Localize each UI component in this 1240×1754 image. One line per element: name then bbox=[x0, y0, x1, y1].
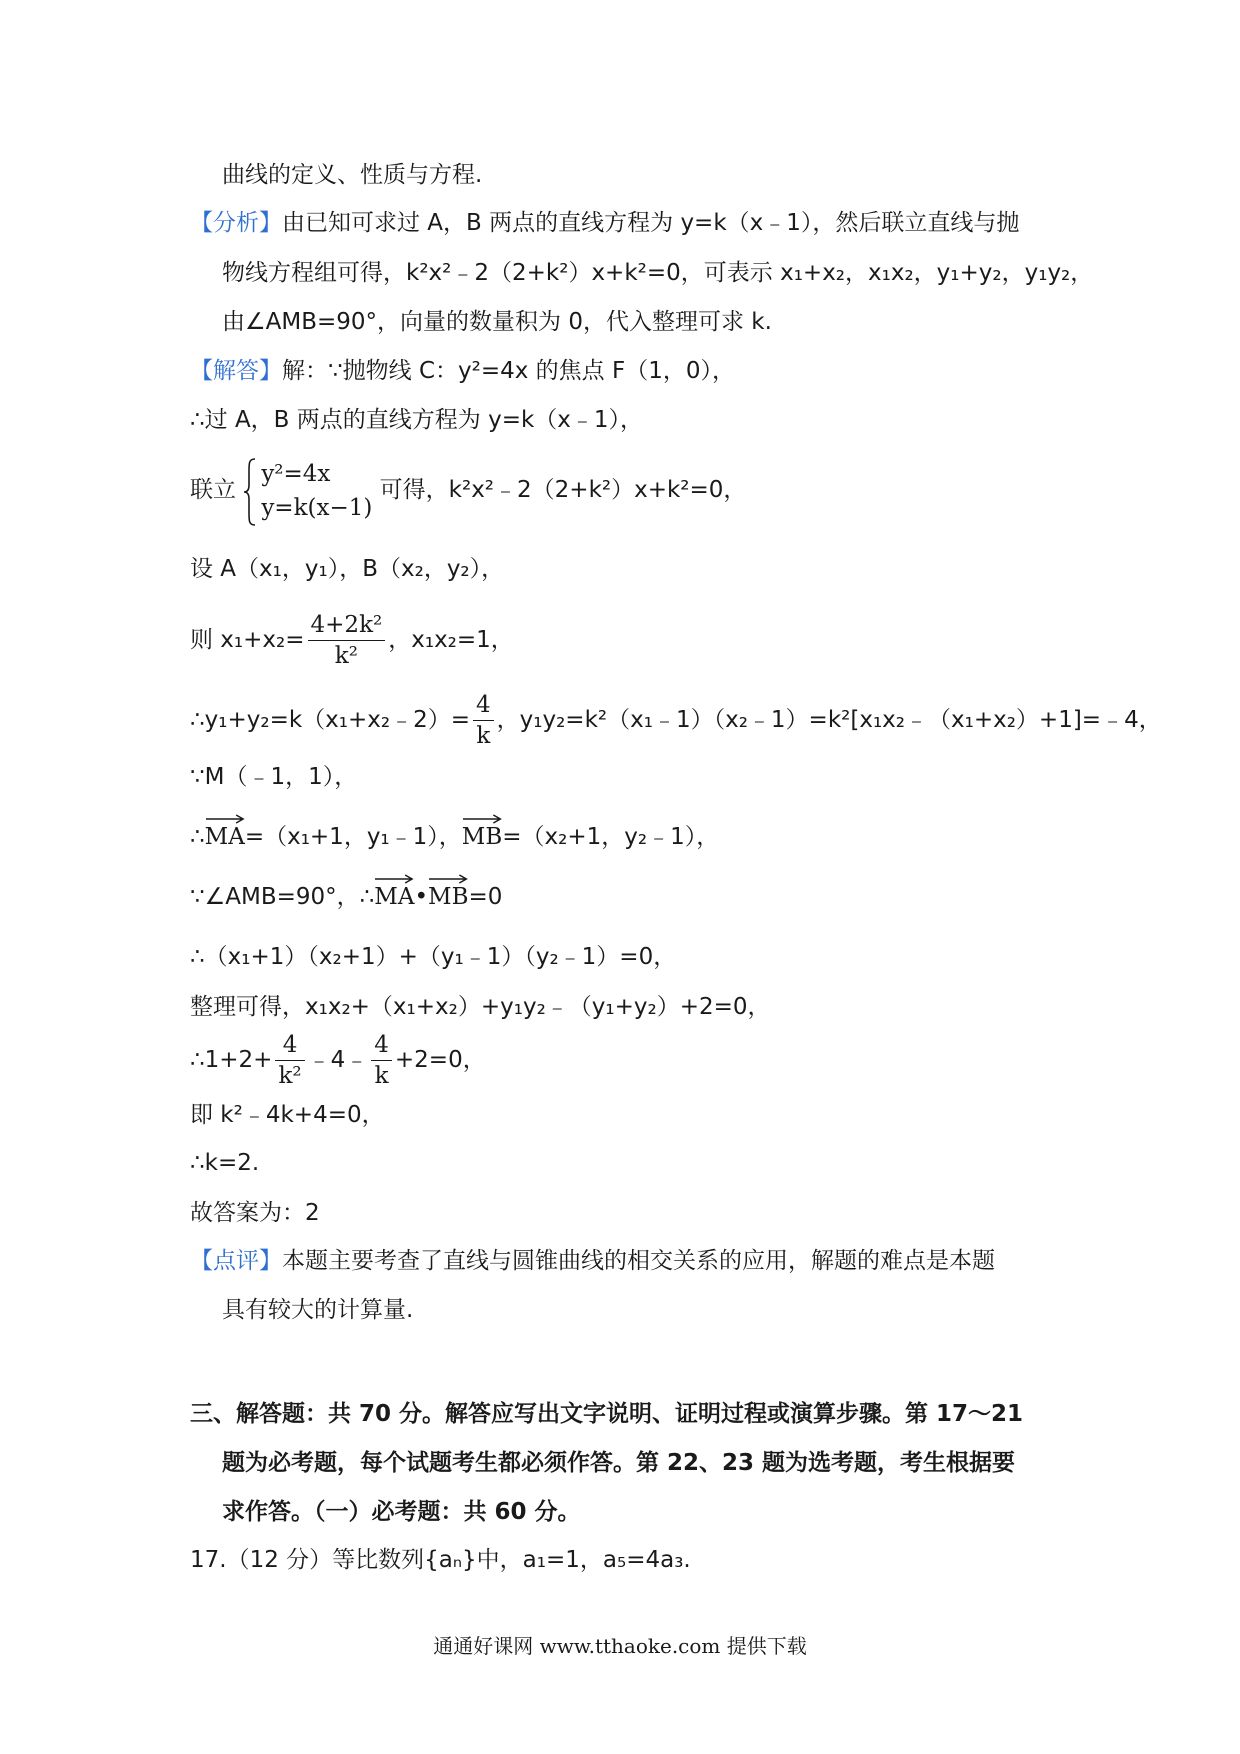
line12-suffix: +2=0， bbox=[394, 1047, 486, 1073]
vector-ma bbox=[374, 880, 414, 914]
comment-text-1: 本题主要考查了直线与圆锥曲线的相交关系的应用，解题的难点是本题 bbox=[282, 1248, 995, 1274]
fraction-1-numerator: 4 bbox=[275, 1032, 304, 1061]
solution-line-5 bbox=[190, 610, 514, 670]
analysis-line-2: 物线方程组可得，k²x²﹣2（2+k²）x+k²=0，可表示 x₁+x₂，x₁x₂，y₁+y₂，y₁y₂， bbox=[222, 260, 1094, 286]
line6-suffix: ，y₁y₂=k²（x₁﹣1）（x₂﹣1）=k²[x₁x₂﹣（x₁+x₂）+1]=﹣4， bbox=[496, 707, 1162, 733]
page-footer: 通通好课网 www.tthaoke.com 提供下载 bbox=[433, 1634, 807, 1658]
vector-mb bbox=[462, 820, 502, 854]
fraction-y-sum-denominator: k bbox=[476, 723, 491, 749]
solution-line-14: ∴k=2. bbox=[190, 1150, 260, 1176]
solution-line-15: 故答案为：2 bbox=[190, 1200, 320, 1226]
equation-system bbox=[243, 457, 372, 525]
fraction-1-denominator: k² bbox=[278, 1063, 302, 1089]
solution-line-1 bbox=[190, 354, 735, 388]
vector-arrow-icon bbox=[205, 814, 245, 824]
line5-prefix: 则 x₁+x₂= bbox=[190, 627, 305, 653]
line8-prefix: ∴ bbox=[190, 824, 205, 850]
solution-line-10: ∴（x₁+1）（x₂+1）+（y₁﹣1）（y₂﹣1）=0， bbox=[190, 944, 677, 970]
solution-line-8 bbox=[190, 820, 719, 854]
system-row-2: y=k(x−1) bbox=[261, 494, 373, 521]
system-prefix: 联立 bbox=[190, 477, 236, 503]
solution-line-9 bbox=[190, 880, 502, 914]
fraction-four-over-k bbox=[371, 1032, 392, 1089]
question-17: 17.（12 分）等比数列{aₙ}中，a₁=1，a₅=4a₃. bbox=[190, 1547, 691, 1573]
vector-ma-label: MA bbox=[374, 884, 415, 910]
dot-product-symbol: • bbox=[414, 884, 429, 910]
line12-prefix: ∴1+2+ bbox=[190, 1047, 273, 1073]
line6-prefix: ∴y₁+y₂=k（x₁+x₂﹣2）= bbox=[190, 707, 470, 733]
line9-suffix: =0 bbox=[468, 884, 503, 910]
section-3-heading-line-1: 三、解答题：共 70 分。解答应写出文字说明、证明过程或演算步骤。第 17～21 bbox=[190, 1401, 1024, 1427]
solution-system-line bbox=[190, 455, 746, 525]
fraction-sum bbox=[308, 612, 386, 669]
line8-mid: =（x₁+1，y₁﹣1）， bbox=[244, 824, 462, 850]
fraction-sum-numerator: 4+2k² bbox=[308, 612, 386, 641]
section-3-heading-line-2: 题为必考题，每个试题考生都必须作答。第 22、23 题为选考题，考生根据要 bbox=[222, 1450, 1016, 1476]
solution-line-13: 即 k²﹣4k+4=0， bbox=[190, 1102, 385, 1128]
vector-arrow-icon bbox=[462, 814, 502, 824]
system-suffix: 可得，k²x²﹣2（2+k²）x+k²=0， bbox=[379, 477, 747, 503]
fraction-y-sum-numerator: 4 bbox=[473, 692, 494, 721]
fraction-sum-denominator: k² bbox=[334, 643, 358, 669]
analysis-line-1 bbox=[190, 206, 1019, 240]
system-row-1: y²=4x bbox=[261, 460, 331, 487]
comment-line-1 bbox=[190, 1244, 995, 1278]
left-brace-icon bbox=[243, 457, 257, 527]
section-3-heading-line-3: 求作答。（一）必考题：共 60 分。 bbox=[222, 1499, 581, 1525]
comment-line-2: 具有较大的计算量. bbox=[222, 1297, 414, 1323]
solution-line-12 bbox=[190, 1030, 486, 1090]
solution-line-6 bbox=[190, 690, 1162, 750]
analysis-line-3: 由∠AMB=90°，向量的数量积为 0，代入整理可求 k. bbox=[222, 309, 772, 335]
line5-suffix: ，x₁x₂=1， bbox=[388, 627, 514, 653]
vector-mb-label: MB bbox=[461, 824, 503, 850]
intro-continuation: 曲线的定义、性质与方程. bbox=[222, 162, 483, 188]
line12-mid: ﹣4﹣ bbox=[307, 1047, 369, 1073]
vector-arrow-icon bbox=[428, 874, 468, 884]
solution-text-1: 解：∵抛物线 C：y²=4x 的焦点 F（1，0）， bbox=[282, 358, 735, 384]
line9-prefix: ∵∠AMB=90°，∴ bbox=[190, 884, 375, 910]
line8-suffix: =（x₂+1，y₂﹣1）， bbox=[502, 824, 720, 850]
solution-line-11: 整理可得，x₁x₂+（x₁+x₂）+y₁y₂﹣（y₁+y₂）+2=0， bbox=[190, 994, 771, 1020]
fraction-four-over-k-squared bbox=[275, 1032, 304, 1089]
solution-line-4: 设 A（x₁，y₁），B（x₂，y₂）， bbox=[190, 556, 505, 582]
vector-mb-label: MB bbox=[428, 884, 469, 910]
fraction-y-sum bbox=[473, 692, 494, 749]
fraction-2-numerator: 4 bbox=[371, 1032, 392, 1061]
solution-line-2: ∴过 A，B 两点的直线方程为 y=k（x﹣1）， bbox=[190, 407, 644, 433]
analysis-text-1: 由已知可求过 A，B 两点的直线方程为 y=k（x﹣1），然后联立直线与抛 bbox=[282, 210, 1020, 236]
vector-mb bbox=[428, 880, 468, 914]
vector-ma bbox=[205, 820, 245, 854]
vector-ma-label: MA bbox=[204, 824, 245, 850]
solution-label: 【解答】 bbox=[190, 358, 282, 384]
analysis-label: 【分析】 bbox=[190, 210, 282, 236]
solution-line-7: ∵M（﹣1，1）， bbox=[190, 764, 358, 790]
fraction-2-denominator: k bbox=[374, 1063, 389, 1089]
comment-label: 【点评】 bbox=[190, 1248, 282, 1274]
vector-arrow-icon bbox=[374, 874, 414, 884]
